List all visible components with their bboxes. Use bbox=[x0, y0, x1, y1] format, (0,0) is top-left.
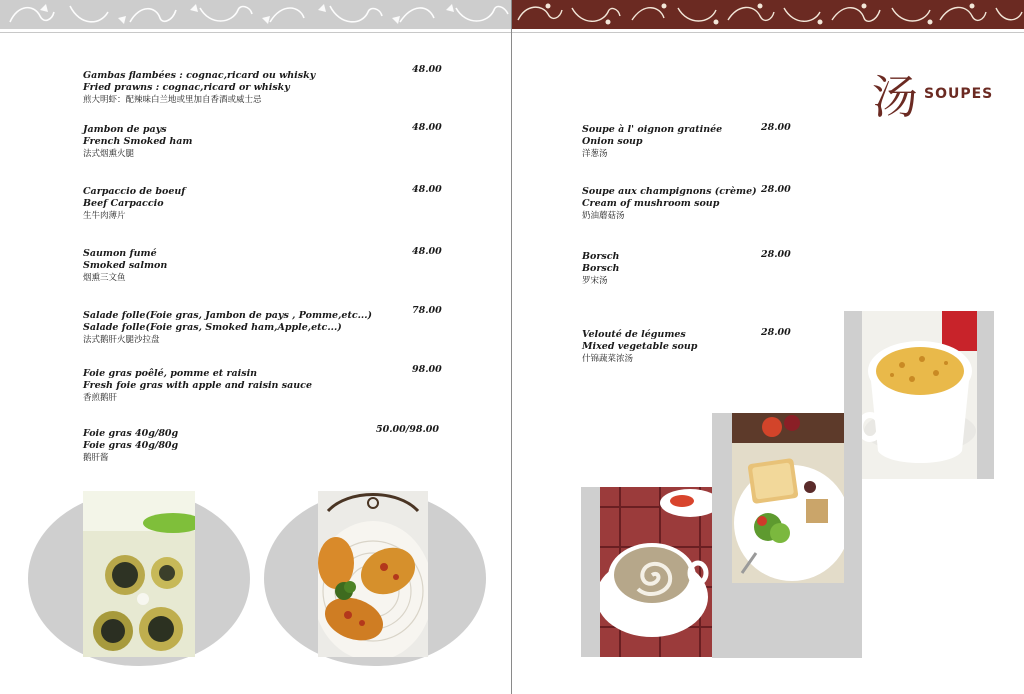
ornament-band-right bbox=[512, 0, 1024, 29]
item-name-fr: Soupe à l' oignon gratinée bbox=[582, 124, 723, 135]
item-price: 28.00 bbox=[761, 122, 791, 133]
right-page bbox=[512, 0, 1024, 694]
list-item bbox=[83, 310, 372, 346]
list-item bbox=[83, 368, 312, 404]
item-name-en: French Smoked ham bbox=[83, 136, 193, 147]
item-name-fr: Foie gras poêlé, pomme et raisin bbox=[83, 368, 258, 379]
item-name-fr: Borsch bbox=[582, 251, 620, 262]
item-name-fr: Salade folle(Foie gras, Jambon de pays , Pomme,etc...) bbox=[83, 310, 373, 321]
item-name-fr: Carpaccio de boeuf bbox=[83, 186, 186, 197]
list-item bbox=[83, 124, 192, 160]
item-name-en: Smoked salmon bbox=[83, 260, 168, 271]
band-rule-left bbox=[0, 32, 512, 33]
item-name-fr: Foie gras 40g/80g bbox=[83, 428, 179, 439]
item-name-fr: Jambon de pays bbox=[83, 124, 167, 135]
item-name-cn: 洋葱汤 bbox=[582, 149, 608, 159]
item-name-cn: 什锦蔬菜浓汤 bbox=[582, 354, 634, 364]
section-title-en: SOUPES bbox=[924, 86, 994, 102]
ornament-swirl-icon bbox=[512, 0, 1024, 29]
item-name-en: Foie gras 40g/80g bbox=[83, 440, 179, 451]
item-name-fr: Saumon fumé bbox=[83, 248, 157, 259]
item-name-en: Mixed vegetable soup bbox=[582, 341, 698, 352]
item-name-fr: Velouté de légumes bbox=[582, 329, 686, 340]
band-rule-right bbox=[512, 32, 1024, 33]
item-price: 48.00 bbox=[412, 246, 442, 257]
list-item bbox=[582, 251, 619, 287]
item-name-cn: 法式烟熏火腿 bbox=[83, 149, 135, 159]
item-price: 78.00 bbox=[412, 305, 442, 316]
item-price: 98.00 bbox=[412, 364, 442, 375]
item-name-fr: Soupe aux champignons (crème) bbox=[582, 186, 757, 197]
item-name-cn: 法式鹅肝火腿沙拉盘 bbox=[83, 335, 160, 345]
ornament-swirl-icon bbox=[0, 0, 512, 29]
cream-soup-photo-icon bbox=[600, 487, 712, 657]
item-name-en: Salade folle(Foie gras, Smoked ham,Apple,etc...) bbox=[83, 322, 342, 333]
item-name-cn: 香煎鹅肝 bbox=[83, 393, 118, 403]
item-price: 28.00 bbox=[761, 184, 791, 195]
section-title-cn: 汤 bbox=[872, 70, 918, 124]
item-name-en: Borsch bbox=[582, 263, 620, 274]
item-name-en: Cream of mushroom soup bbox=[582, 198, 720, 209]
onion-gratin-photo-icon bbox=[862, 311, 977, 479]
item-name-fr: Gambas flambées : cognac,ricard ou whisky bbox=[83, 70, 316, 81]
item-price: 28.00 bbox=[761, 327, 791, 338]
item-name-en: Beef Carpaccio bbox=[83, 198, 164, 209]
item-price: 48.00 bbox=[412, 122, 442, 133]
item-name-cn: 煎大明虾：配辣味白兰地或里加自香酒或威士忌 bbox=[83, 95, 262, 105]
item-name-en: Fried prawns : cognac,ricard or whisky bbox=[83, 82, 290, 93]
item-price: 28.00 bbox=[761, 249, 791, 260]
item-name-cn: 罗宋汤 bbox=[582, 276, 608, 286]
list-item bbox=[582, 329, 697, 365]
item-price: 48.00 bbox=[412, 184, 442, 195]
escargot-photo-icon bbox=[83, 491, 195, 657]
item-name-cn: 奶油蘑菇汤 bbox=[582, 211, 625, 221]
item-price: 50.00/98.00 bbox=[376, 424, 439, 435]
list-item bbox=[83, 428, 178, 464]
item-name-cn: 烟熏三文鱼 bbox=[83, 273, 126, 283]
item-name-en: Onion soup bbox=[582, 136, 643, 147]
ornament-band-left bbox=[0, 0, 512, 29]
list-item bbox=[83, 70, 315, 106]
item-name-cn: 生牛肉薄片 bbox=[83, 211, 126, 221]
list-item bbox=[83, 248, 167, 284]
item-name-en: Fresh foie gras with apple and raisin sauce bbox=[83, 380, 313, 391]
item-name-cn: 鹅肝酱 bbox=[83, 453, 109, 463]
bruschetta-photo-icon bbox=[318, 491, 428, 657]
list-item bbox=[582, 124, 722, 160]
list-item bbox=[582, 186, 757, 222]
item-price: 48.00 bbox=[412, 64, 442, 75]
toast-salad-photo-icon bbox=[732, 413, 844, 583]
list-item bbox=[83, 186, 185, 222]
